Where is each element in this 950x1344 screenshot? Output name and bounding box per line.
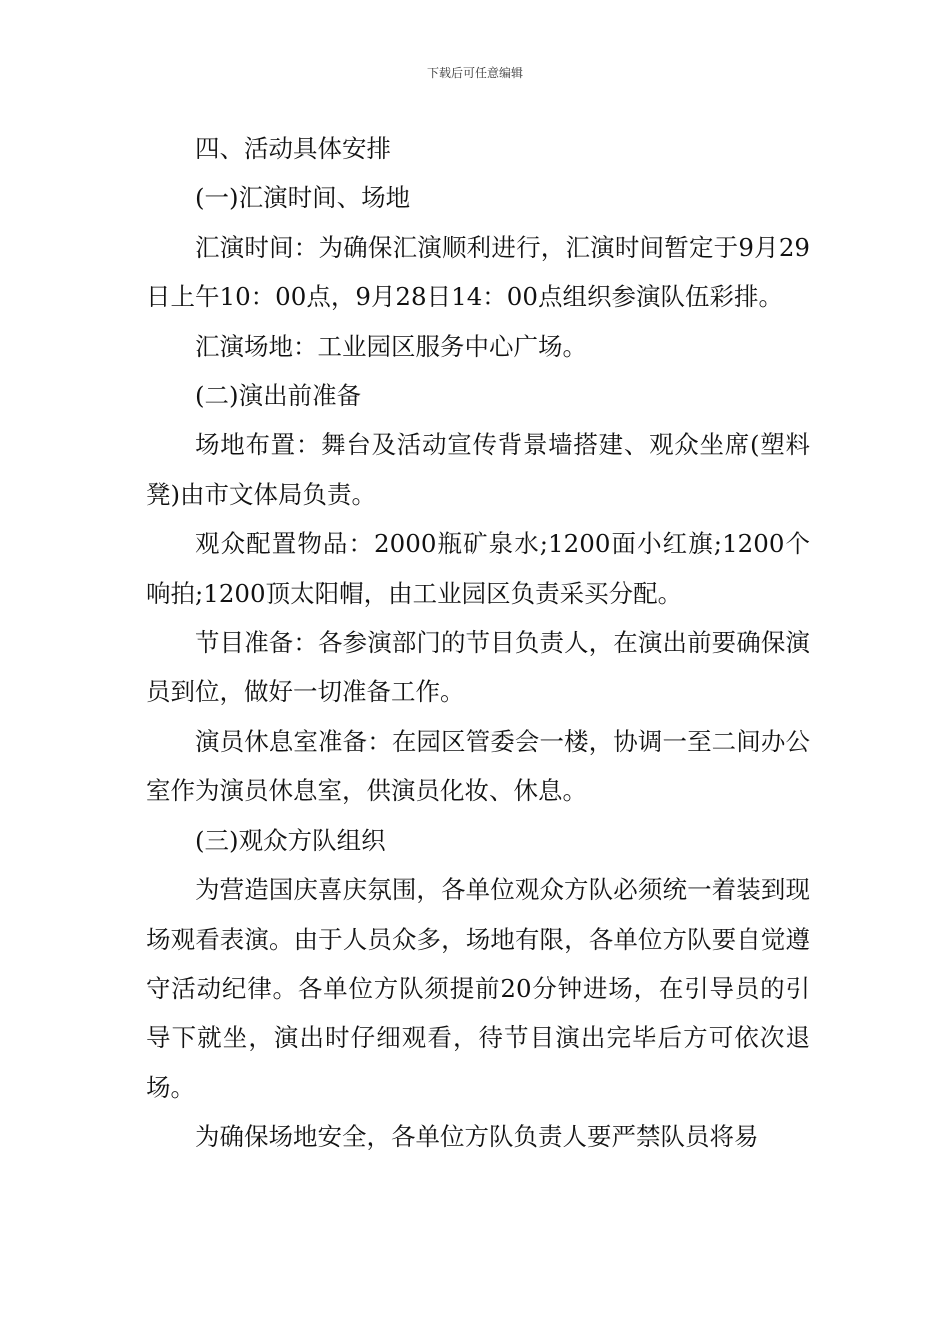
section-heading-activity-arrangement: 四、活动具体安排 — [195, 134, 391, 163]
page-header-note: 下载后可任意编辑 — [426, 66, 523, 80]
subsection-heading-time-venue: (一)汇演时间、场地 — [195, 183, 411, 213]
paragraph-venue-setup: 场地布置：舞台及活动宣传背景墙搭建、观众坐席(塑料凳)由市文体局负责。 — [146, 430, 810, 509]
paragraph-performance-venue: 汇演场地：工业园区服务中心广场。 — [195, 331, 587, 361]
paragraph-audience-supplies: 观众配置物品：2000瓶矿泉水;1200面小红旗;1200个响拍;1200顶太阳帽，由工业园区负责采买分配。 — [146, 529, 810, 608]
subsection-heading-preparation: (二)演出前准备 — [195, 381, 362, 411]
paragraph-lounge-preparation: 演员休息室准备：在园区管委会一楼，协调一至二间办公室作为演员休息室，供演员化妆、休息。 — [146, 726, 810, 806]
document-body — [146, 124, 810, 1162]
paragraph-venue-safety: 为确保场地安全，各单位方队负责人要严禁队员将易 — [195, 1122, 759, 1152]
paragraph-program-preparation: 节目准备：各参演部门的节目负责人，在演出前要确保演员到位，做好一切准备工作。 — [146, 628, 810, 707]
paragraph-audience-discipline: 为营造国庆喜庆氛围，各单位观众方队必须统一着装到现场观看表演。由于人员众多，场地有限，各单位方队要自觉遵守活动纪律。各单位方队须提前20分钟进场，在引导员的引导下就坐，演出时仔细观看，待节目演出完毕后方可依次退场。 — [146, 875, 810, 1102]
subsection-heading-audience-organization: (三)观众方队组织 — [195, 825, 386, 855]
paragraph-performance-time: 汇演时间：为确保汇演顺利进行，汇演时间暂定于9月29日上午10：00点，9月28日14：00点组织参演队伍彩排。 — [146, 232, 810, 312]
